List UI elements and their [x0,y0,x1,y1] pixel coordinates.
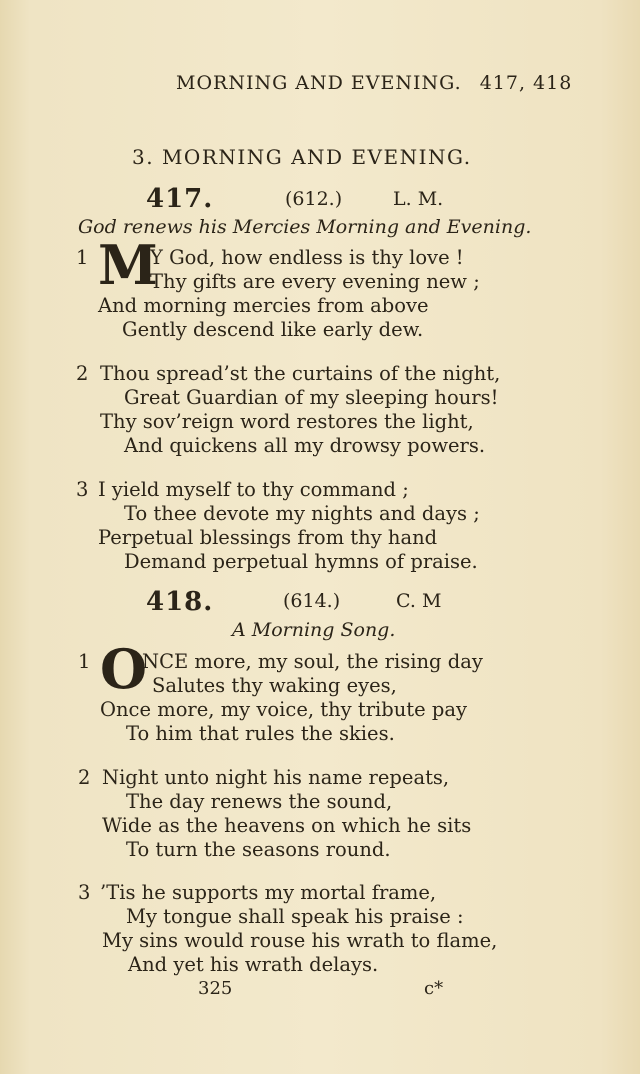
verse-line: And yet his wrath delays. [128,953,379,976]
verse-number: 2 [76,362,89,385]
verse-line: Perpetual blessings from thy hand [98,526,438,549]
verse-line: Night unto night his name repeats, [102,766,450,789]
verse-line: Gently descend like early dew. [122,318,424,341]
verse-line: The day renews the sound, [126,790,393,813]
verse-line: To thee devote my nights and days ; [124,502,480,525]
verse-line: Thy gifts are every evening new ; [150,270,480,293]
hymn-reference: (614.) [283,590,341,612]
drop-cap: M [98,233,158,297]
signature-mark: c* [424,978,444,999]
verse-line: My sins would rouse his wrath to flame, [102,929,498,952]
hymn-meter: L. M. [393,188,444,210]
verse-line: Wide as the heavens on which he sits [102,814,472,837]
verse-line: Thou spread’st the curtains of the night, [100,362,501,385]
verse-line: My tongue shall speak his praise : [126,905,464,928]
verse-line: Y God, how endless is thy love ! [150,246,464,269]
running-head-title: MORNING AND EVENING. [176,72,462,94]
verse-line: Thy sov’reign word restores the light, [100,410,474,433]
verse-number: 3 [78,881,91,904]
running-head [176,72,572,94]
verse-line: To turn the seasons round. [126,838,391,861]
verse-line: And quickens all my drowsy powers. [124,434,486,457]
verse-number: 1 [76,246,89,269]
verse-line: ’Tis he supports my mortal frame, [100,881,437,904]
hymn-subtitle: God renews his Mercies Morning and Evening. [78,216,532,238]
verse-line: NCE more, my soul, the rising day [142,650,483,673]
verse-line: Once more, my voice, thy tribute pay [100,698,467,721]
page-number: 325 [198,978,233,999]
verse-line: I yield myself to thy command ; [98,478,409,501]
hymn-number: 417. [146,184,214,214]
verse-line: Salutes thy waking eyes, [152,674,397,697]
running-head-page-numbers: 417, 418 [479,72,573,94]
verse-line: Demand perpetual hymns of praise. [124,550,478,573]
verse-number: 2 [78,766,91,789]
hymn-meter: C. M [396,590,442,612]
drop-cap: O [100,637,148,701]
verse-number: 1 [78,650,91,673]
verse-line: And morning mercies from above [98,294,429,317]
hymn-subtitle: A Morning Song. [232,619,396,641]
verse-number: 3 [76,478,89,501]
hymn-number: 418. [146,587,214,617]
verse-line: To him that rules the skies. [126,722,395,745]
verse-line: Great Guardian of my sleeping hours! [124,386,499,409]
section-title: 3. MORNING AND EVENING. [132,145,472,169]
hymn-reference: (612.) [285,188,343,210]
